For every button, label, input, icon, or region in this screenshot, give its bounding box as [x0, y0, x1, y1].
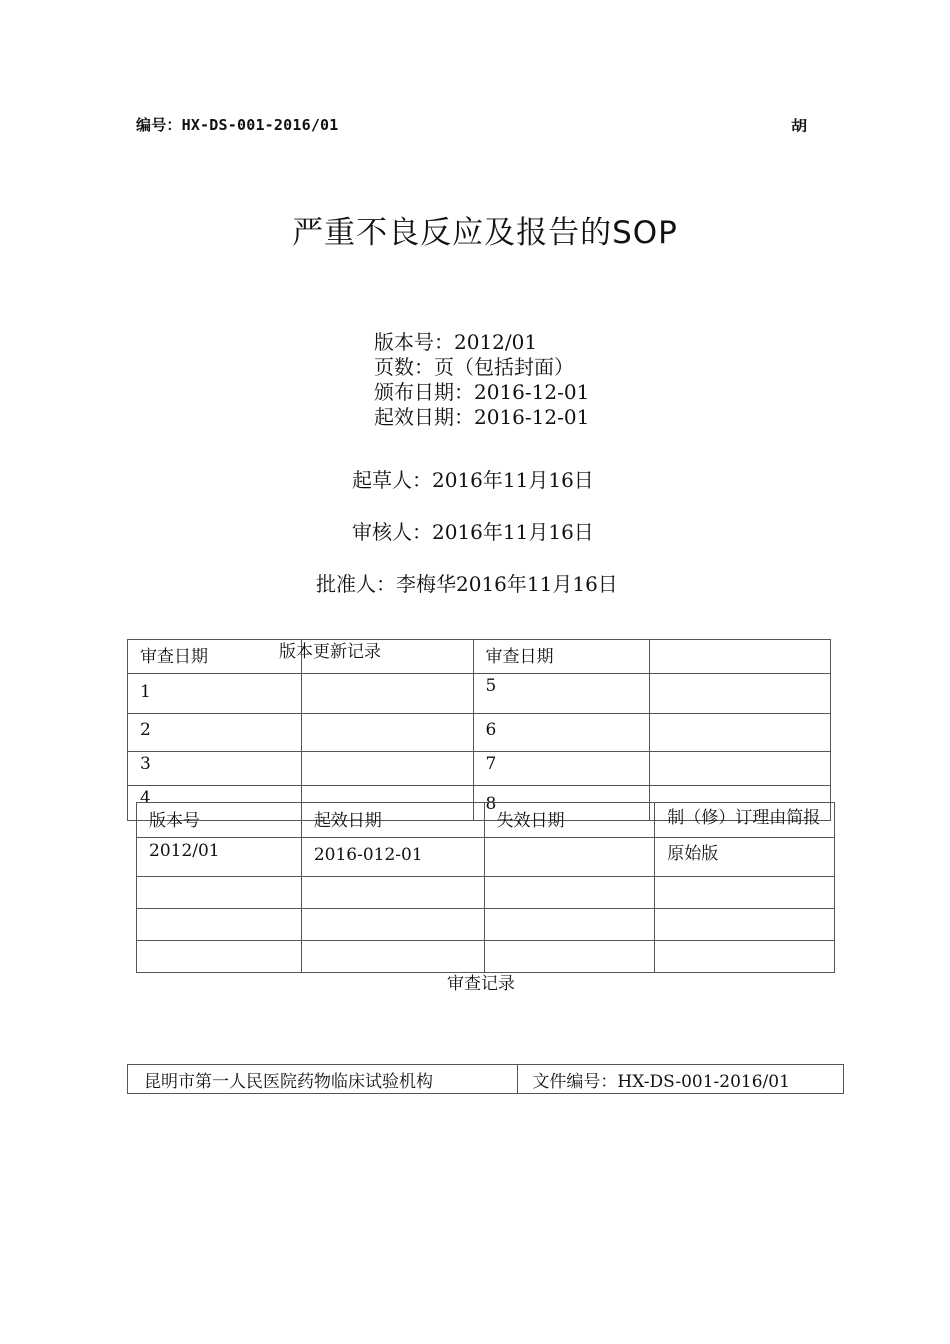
table-cell	[650, 674, 831, 714]
table-cell: 5	[473, 674, 650, 714]
table-row	[128, 752, 831, 786]
approver-line: 批准人：李梅华2016年11月16日	[316, 572, 618, 596]
page-title: 严重不良反应及报告的SOP	[292, 215, 678, 251]
reviewer-line: 审核人：2016年11月16日	[352, 520, 594, 544]
table-cell	[137, 877, 302, 909]
table-cell	[301, 752, 473, 786]
table-row	[128, 1065, 844, 1094]
table-header-cell: 版本号	[137, 803, 302, 838]
version-line: 版本号：2012/01	[374, 330, 538, 354]
pages-line: 页数：页（包括封面）	[374, 355, 574, 379]
table-cell	[484, 909, 655, 941]
version-update-caption: 版本更新记录	[279, 642, 381, 662]
table-row	[137, 838, 835, 877]
table-header-cell	[655, 803, 835, 838]
table-cell	[650, 640, 831, 674]
table-cell: 4	[128, 786, 302, 821]
table-cell: 2012/01	[137, 838, 302, 877]
table-cell	[301, 877, 484, 909]
version-table	[136, 802, 835, 973]
table-cell	[301, 714, 473, 752]
review-date-table	[127, 639, 831, 821]
table-row	[128, 674, 831, 714]
table-cell	[137, 941, 302, 973]
table-row	[137, 909, 835, 941]
reason-header: 制（修）订理由简报	[667, 808, 821, 828]
table-row	[128, 714, 831, 752]
effective-date-line: 起效日期：2016-12-01	[374, 405, 590, 429]
table-cell	[655, 909, 835, 941]
table-cell: 审查日期	[473, 640, 650, 674]
table-cell: 原始版	[655, 838, 835, 877]
table-cell	[484, 877, 655, 909]
table-cell: 审查日期	[128, 640, 302, 674]
table-cell: 6	[473, 714, 650, 752]
table-cell: 8	[473, 786, 650, 821]
table-cell: 7	[473, 752, 650, 786]
table-cell: 2016-012-01	[301, 838, 484, 877]
table-row	[137, 941, 835, 973]
table-cell: 3	[128, 752, 302, 786]
table-cell	[484, 838, 655, 877]
file-number: 文件编号：HX-DS-001-2016/01	[518, 1065, 844, 1094]
table-cell: 1	[128, 674, 302, 714]
table-row	[137, 803, 835, 838]
table-cell	[301, 674, 473, 714]
table-cell: 2	[128, 714, 302, 752]
table-header-cell: 起效日期	[301, 803, 484, 838]
institution-name: 昆明市第一人民医院药物临床试验机构	[128, 1065, 518, 1094]
table-header-cell: 失效日期	[484, 803, 655, 838]
table-cell	[655, 941, 835, 973]
footer-table	[127, 1064, 844, 1094]
table-cell	[301, 909, 484, 941]
table-cell	[137, 909, 302, 941]
document-number: 编号：HX-DS-001-2016/01	[136, 116, 339, 134]
review-record-caption: 审查记录	[447, 974, 515, 994]
drafter-line: 起草人：2016年11月16日	[352, 468, 594, 492]
table-cell	[650, 714, 831, 752]
table-cell	[650, 752, 831, 786]
table-cell	[484, 941, 655, 973]
issue-date-line: 颁布日期：2016-12-01	[374, 380, 590, 404]
table-row	[128, 640, 831, 674]
table-cell	[655, 877, 835, 909]
corner-mark: 胡	[790, 119, 808, 135]
table-row	[137, 877, 835, 909]
table-cell	[301, 941, 484, 973]
